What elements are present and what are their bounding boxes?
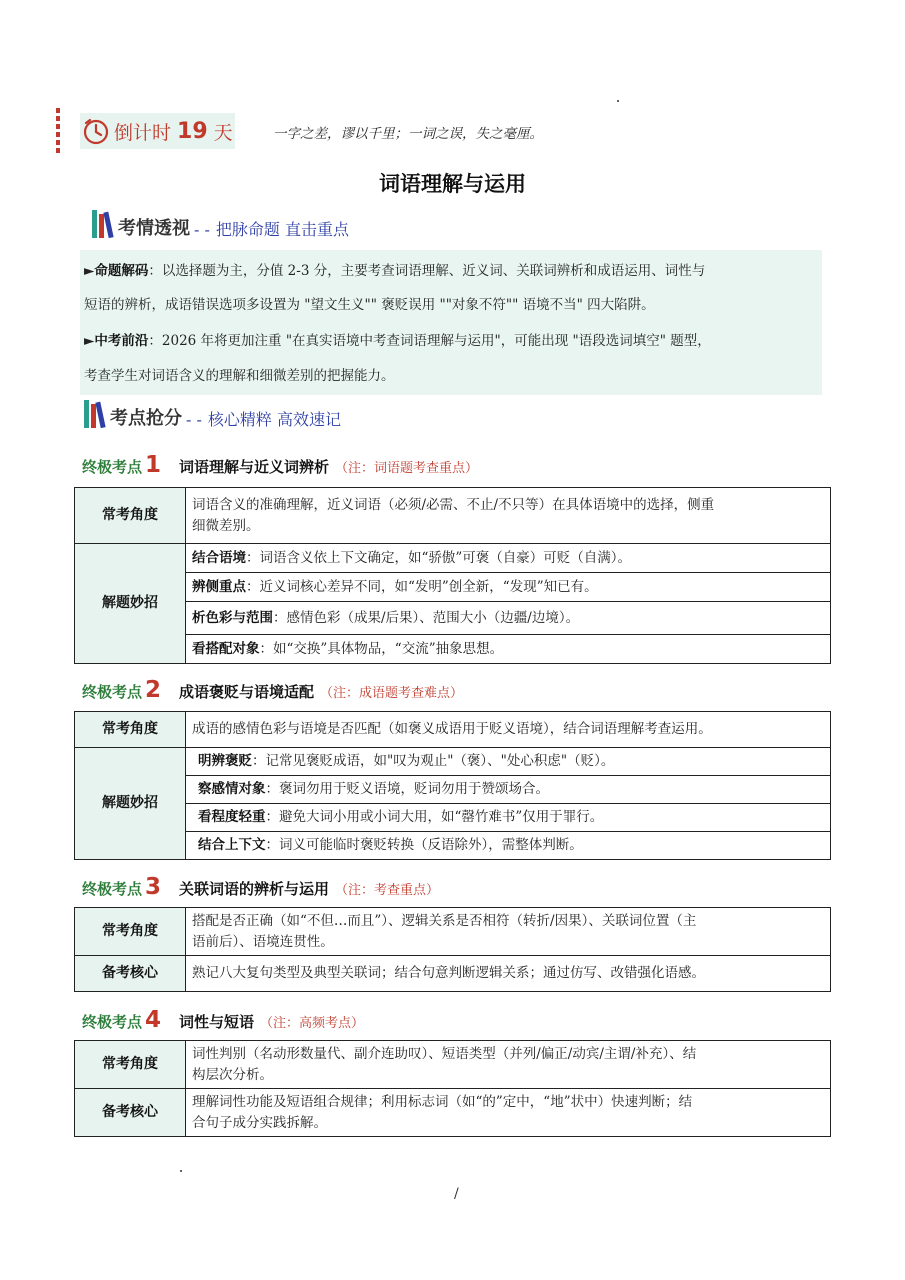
table-row — [75, 908, 831, 956]
overview-line: 考查学生对词语含义的理解和细微差别的把握能力。 — [84, 368, 395, 384]
table-row — [75, 832, 831, 860]
table-row — [75, 573, 831, 602]
table-row — [75, 956, 831, 992]
decorative-bar — [56, 108, 60, 156]
table-row — [75, 544, 831, 573]
row-header: 备考核心 — [75, 1089, 186, 1137]
topic-heading: 终极考点 3 关联词语的辨析与运用 （注：考查重点） — [82, 874, 440, 900]
overview-line: 短语的辨析，成语错误选项多设置为 "望文生义"" 褒贬误用 ""对象不符"" 语境不当" 四大陷阱。 — [84, 297, 655, 313]
topic-table — [74, 1040, 831, 1137]
section-title: 考点抢分 — [110, 408, 182, 429]
page-footer: / — [454, 1186, 459, 1202]
books-icon — [90, 208, 116, 240]
countdown-number: 19 — [177, 118, 208, 144]
topic-table — [74, 487, 831, 664]
table-cell: 辨侧重点：近义词核心差异不同，如“发明”创全新，“发现”知已有。 — [186, 573, 831, 602]
section-subtitle: - - 把脉命题 直击重点 — [194, 220, 349, 239]
table-row — [75, 748, 831, 776]
row-header: 备考核心 — [75, 956, 186, 992]
row-header: 解题妙招 — [75, 544, 186, 664]
page-title: 词语理解与运用 — [379, 172, 526, 196]
table-cell: 看程度轻重：避免大词小用或小词大用，如“罄竹难书”仅用于罪行。 — [186, 804, 831, 832]
table-cell: 明辨褒贬：记常见褒贬成语，如"叹为观止"（褒）、"处心积虑"（贬）。 — [186, 748, 831, 776]
row-header: 常考角度 — [75, 712, 186, 748]
countdown-label: 倒计时 — [114, 121, 172, 144]
clock-icon — [82, 117, 110, 145]
table-row — [75, 776, 831, 804]
row-header: 常考角度 — [75, 908, 186, 956]
table-row — [75, 1089, 831, 1137]
table-row — [75, 488, 831, 544]
table-cell: 词性判别（名动形数量代、副介连助叹）、短语类型（并列/偏正/动宾/主谓/补充）、结 构层次分析。 — [186, 1041, 831, 1089]
topic-heading: 终极考点 1 词语理解与近义词辨析 （注：词语题考查重点） — [82, 452, 479, 478]
section-heading-points — [82, 398, 341, 430]
books-icon — [82, 398, 108, 430]
overview-line: ►命题解码：以选择题为主，分值 2-3 分，主要考查词语理解、近义词、关联词辨析和成语运用、词性与 — [84, 263, 706, 279]
table-cell: 词语含义的准确理解，近义词语（必须/必需、不止/不只等）在具体语境中的选择，侧重 细微差别。 — [186, 488, 831, 544]
table-cell: 察感情对象：褒词勿用于贬义语境，贬词勿用于赞颂场合。 — [186, 776, 831, 804]
section-subtitle: - - 核心精粹 高效速记 — [186, 410, 341, 429]
table-cell: 成语的感情色彩与语境是否匹配（如褒义成语用于贬义语境），结合词语理解考查运用。 — [186, 712, 831, 748]
table-cell: 熟记八大复句类型及典型关联词；结合句意判断逻辑关系；通过仿写、改错强化语感。 — [186, 956, 831, 992]
table-row — [75, 1041, 831, 1089]
speck — [180, 1170, 182, 1172]
table-cell: 搭配是否正确（如“不但…而且”）、逻辑关系是否相符（转折/因果）、关联词位置（主 语前后）、语境连贯性。 — [186, 908, 831, 956]
arrow-icon: ► — [84, 263, 95, 279]
table-cell: 结合语境：词语含义依上下文确定，如“骄傲”可褒（自豪）可贬（自满）。 — [186, 544, 831, 573]
speck — [617, 100, 619, 102]
section-heading-overview — [90, 208, 349, 240]
table-cell: 结合上下文：词义可能临时褒贬转换（反语除外），需整体判断。 — [186, 832, 831, 860]
countdown-badge — [80, 113, 235, 149]
table-row — [75, 635, 831, 664]
table-row — [75, 804, 831, 832]
table-row — [75, 712, 831, 748]
table-cell: 析色彩与范围：感情色彩（成果/后果）、范围大小（边疆/边境）。 — [186, 602, 831, 635]
row-header: 常考角度 — [75, 488, 186, 544]
table-cell: 理解词性功能及短语组合规律；利用标志词（如“的”定中，“地”状中）快速判断；结 合句子成分实践拆解。 — [186, 1089, 831, 1137]
row-header: 常考角度 — [75, 1041, 186, 1089]
table-row — [75, 602, 831, 635]
table-cell: 看搭配对象：如“交换”具体物品，“交流”抽象思想。 — [186, 635, 831, 664]
row-header: 解题妙招 — [75, 748, 186, 860]
topic-table — [74, 711, 831, 860]
countdown-unit: 天 — [213, 121, 233, 144]
arrow-icon: ► — [84, 333, 95, 349]
topic-heading: 终极考点 4 词性与短语 （注：高频考点） — [82, 1007, 365, 1033]
quote: 一字之差，谬以千里；一词之误，失之毫厘。 — [273, 126, 543, 142]
section-title: 考情透视 — [118, 218, 190, 239]
topic-heading: 终极考点 2 成语褒贬与语境适配 （注：成语题考查难点） — [82, 677, 464, 703]
topic-table — [74, 907, 831, 992]
overview-line: ►中考前沿：2026 年将更加注重 "在真实语境中考查词语理解与运用"，可能出现 "语段选词填空" 题型， — [84, 333, 711, 349]
